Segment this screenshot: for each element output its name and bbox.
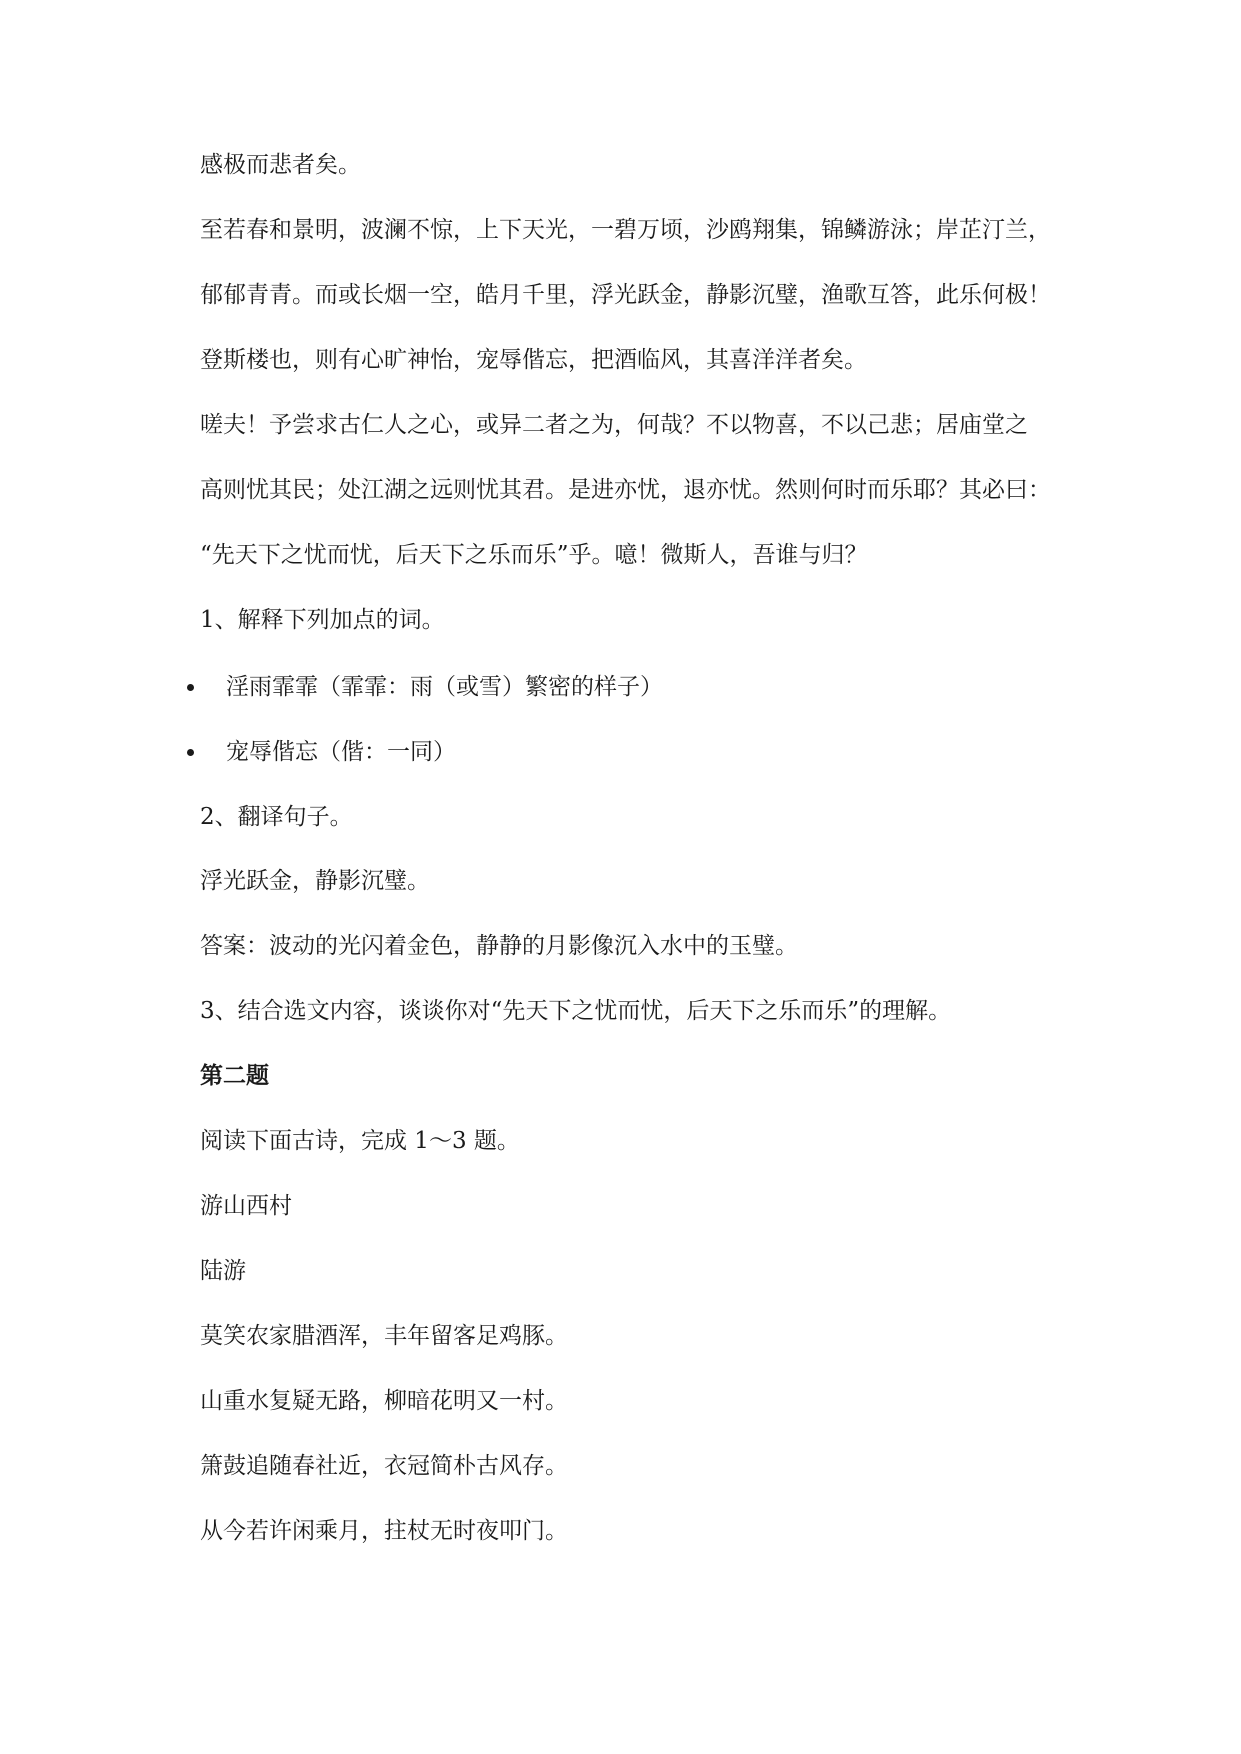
passage-line-6: 高则忧其民；处江湖之远则忧其君。是进亦忧，退亦忧。然则何时而乐耶？其必曰：: [200, 477, 1051, 503]
passage-line-2: 至若春和景明，波澜不惊，上下天光，一碧万顷，沙鸥翔集，锦鳞游泳；岸芷汀兰，: [200, 217, 1051, 243]
question-2: 2、翻译句子。: [200, 804, 353, 830]
passage-line-5: 嗟夫！予尝求古仁人之心，或异二者之为，何哉？不以物喜，不以己悲；居庙堂之: [200, 412, 1028, 438]
section-heading: 第二题: [200, 1062, 269, 1089]
poem-line-3: 箫鼓追随春社近，衣冠简朴古风存。: [200, 1453, 568, 1479]
question-1: 1、解释下列加点的词。: [200, 607, 445, 633]
section-instruction: 阅读下面古诗，完成 1～3 题。: [200, 1128, 520, 1154]
poem-title: 游山西村: [200, 1193, 292, 1219]
list-item: 淫雨霏霏（霏霏：雨（或雪）繁密的样子）: [226, 674, 663, 700]
passage-line-7: “先天下之忧而忧，后天下之乐而乐”乎。噫！微斯人，吾谁与归？: [200, 542, 868, 568]
poem-line-4: 从今若许闲乘月，拄杖无时夜叩门。: [200, 1518, 568, 1544]
passage-line-4: 登斯楼也，则有心旷神怡，宠辱偕忘，把酒临风，其喜洋洋者矣。: [200, 347, 867, 373]
question-3: 3、结合选文内容，谈谈你对“先天下之忧而忧，后天下之乐而乐”的理解。: [200, 998, 952, 1024]
poem-author: 陆游: [200, 1258, 246, 1284]
passage-line-1: 感极而悲者矣。: [200, 152, 361, 178]
poem-line-1: 莫笑农家腊酒浑，丰年留客足鸡豚。: [200, 1323, 568, 1349]
poem-line-2: 山重水复疑无路，柳暗花明又一村。: [200, 1388, 568, 1414]
list-item: 宠辱偕忘（偕：一同）: [226, 739, 456, 765]
bullet-icon: [187, 749, 194, 756]
passage-line-3: 郁郁青青。而或长烟一空，皓月千里，浮光跃金，静影沉璧，渔歌互答，此乐何极！: [200, 282, 1051, 308]
bullet-icon: [187, 684, 194, 691]
question-2-sentence: 浮光跃金，静影沉璧。: [200, 868, 430, 894]
question-2-answer: 答案：波动的光闪着金色，静静的月影像沉入水中的玉璧。: [200, 933, 798, 959]
